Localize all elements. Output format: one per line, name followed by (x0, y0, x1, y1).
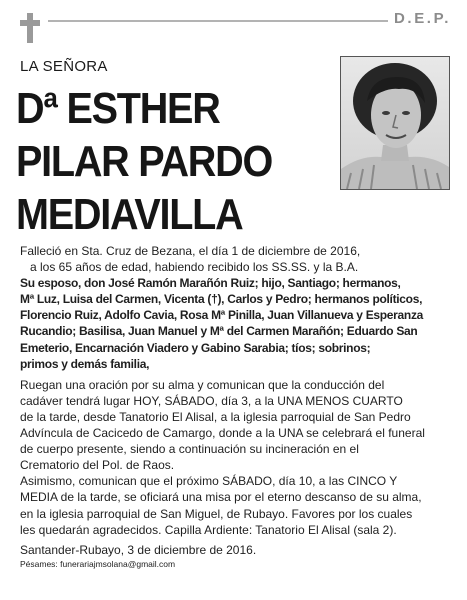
announcement-line: MEDIA de la tarde, se oficiará una misa por el eterno descanso de su alma, (20, 490, 422, 505)
dep-label: D.E.P. (394, 10, 452, 27)
name-line: PILAR PARDO (16, 137, 273, 186)
name-line: Dª ESTHER (16, 84, 220, 133)
family-line: Su esposo, don José Ramón Marañón Ruiz; hijo, Santiago; hermanos, (20, 276, 401, 291)
deceased-name (16, 82, 302, 241)
family-line: Rucandio; Basilisa, Juan Manuel y Mª del Carmen Marañón; Eduardo San (20, 324, 418, 339)
announcement-line: Crematorio del Pol. de Raos. (20, 458, 175, 473)
announcement-line: les quedarán agradecidos. Capilla Ardiente: Tanatorio El Alisal (sala 2). (20, 522, 397, 537)
family-line: Emeterio, Encarnación Viadero y Gabino Sarabia; tíos; sobrinos; (20, 340, 371, 355)
announcement-line: Ruegan una oración por su alma y comunican que la conducción del (20, 377, 385, 392)
name-line: MEDIAVILLA (16, 190, 243, 239)
intro-line: a los 65 años de edad, habiendo recibido los SS.SS. y la B.A. (30, 260, 359, 275)
cross-icon (20, 13, 40, 43)
announcement-line: cadáver tendrá lugar HOY, SÁBADO, día 3, a la UNA MENOS CUARTO (20, 393, 403, 408)
announcement-line: de cuerpo presente, siendo a continuación su incineración en el (20, 442, 359, 457)
kicker-label: LA SEÑORA (20, 58, 108, 75)
announcement-line: de la tarde, desde Tanatorio El Alisal, a la iglesia parroquial de San Pedro (20, 409, 411, 424)
obituary-body (20, 243, 450, 570)
family-line: Florencio Ruiz, Adolfo Cavia, Rosa Mª Pinilla, Juan Villanueva y Esperanza (20, 308, 424, 323)
announcement-line: Advíncula de Cacicedo de Camargo, donde a la UNA se celebrará el funeral (20, 426, 425, 441)
header-rule (48, 20, 388, 22)
portrait-photo (340, 56, 450, 190)
announcement-line: en la iglesia parroquial de San Miguel, de Rubayo. Favores por los cuales (20, 506, 413, 521)
condolences-email: Pésames: funerariajmsolana@gmail.com (20, 558, 176, 569)
portrait-image (341, 57, 449, 189)
family-list (20, 275, 450, 372)
family-line: Mª Luz, Luisa del Carmen, Vicenta (†), Carlos y Pedro; hermanos políticos, (20, 292, 423, 307)
family-line: primos y demás familia, (20, 356, 150, 371)
announcement-line: Asimismo, comunican que el próximo SÁBADO, día 10, a las CINCO Y (20, 474, 398, 489)
announcement-text (20, 377, 450, 538)
intro-line: Falleció en Sta. Cruz de Bezana, el día 1 de diciembre de 2016, (20, 244, 361, 258)
closing-line: Santander-Rubayo, 3 de diciembre de 2016. (20, 542, 257, 557)
